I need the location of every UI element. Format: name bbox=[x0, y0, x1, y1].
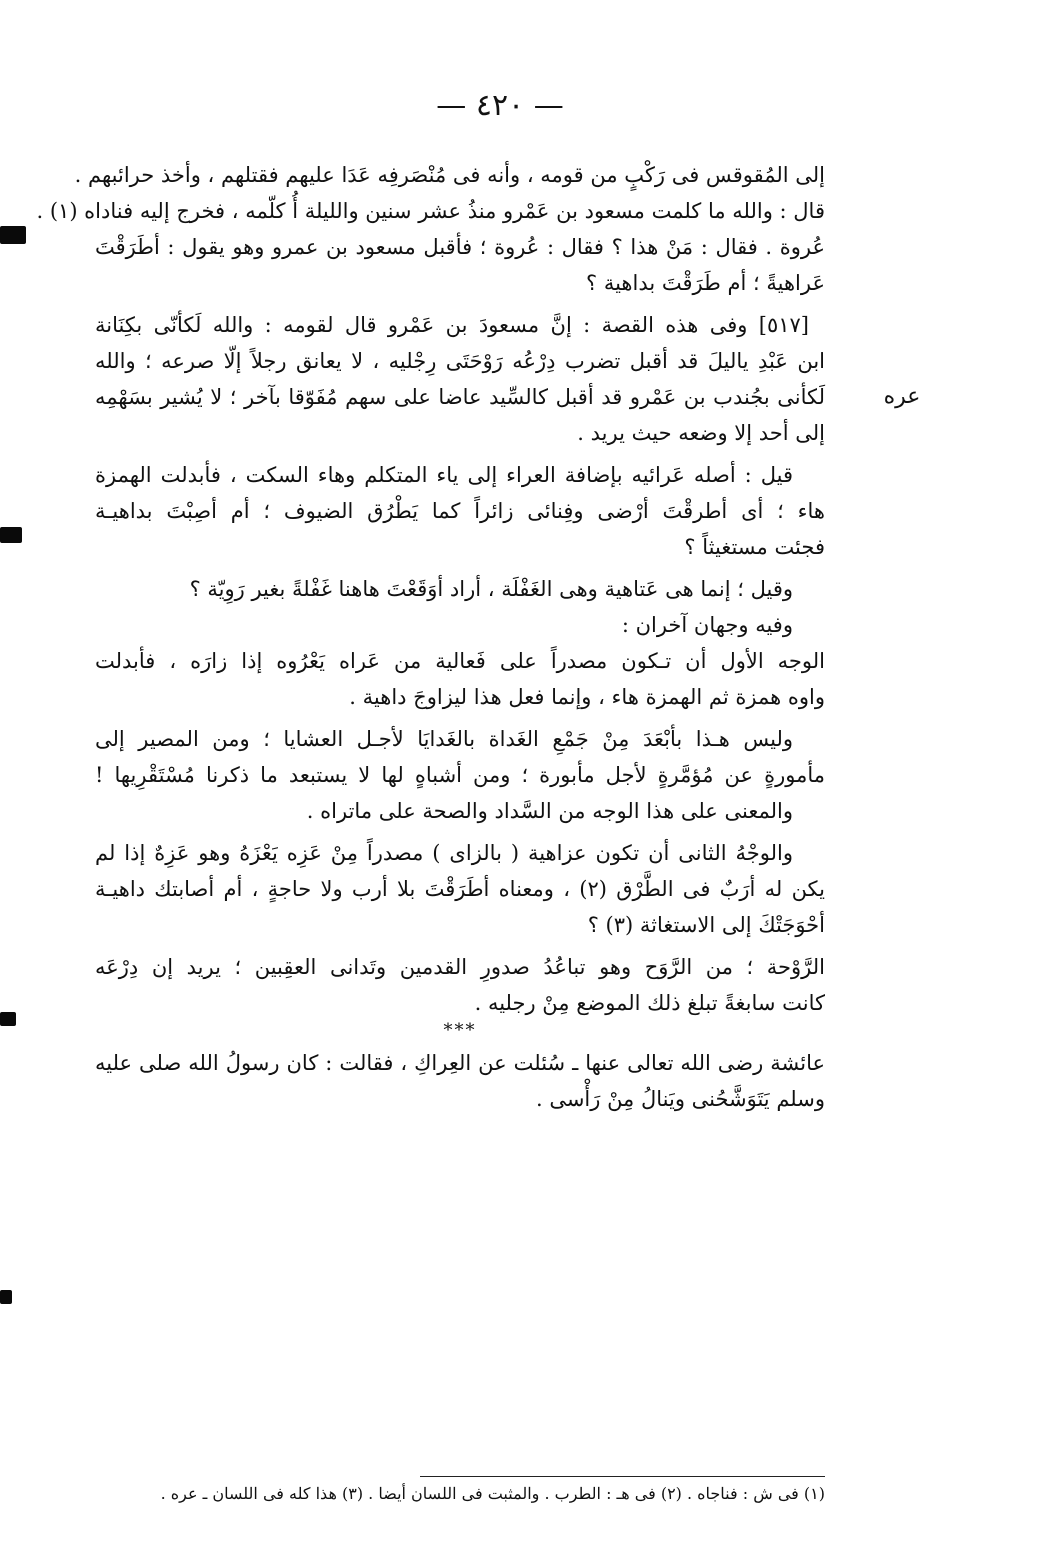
text-line: والوجْهُ الثانى أن تكون عزاهية ( بالزاى ) مصدراً مِنْ عَزِه يَعْزَهُ وهو عَزِهٌ إذا لم bbox=[95, 841, 793, 865]
text-line: هاء ؛ أى أطرقْتَ أرْضى وفِنائى زائراً كما يَطْرُق الضيوف ؛ أم أصِبْتَ بداهيـة bbox=[95, 499, 825, 523]
text-line: وليس هـذا بأبْعَدَ مِنْ جَمْعِ الغَداة بالغَدايَا لأجـل العشايا ؛ ومن المصير إلى bbox=[95, 727, 793, 751]
edge-mark bbox=[0, 527, 22, 543]
text-line: كانت سابغةً تبلغ ذلك الموضع مِنْ رجليه . bbox=[474, 991, 825, 1015]
text-line: عائشة رضى الله تعالى عنها ـ سُئلت عن العِراكِ ، فقالت : كان رسولُ الله صلى عليه bbox=[95, 1051, 825, 1075]
text-line: مأمورةٍ عن مُؤمَّرةٍ لأجل مأبورة ؛ ومن أشباهٍ لها لا يستبعد ما ذكرنا مُسْتَقْرِيها ! bbox=[95, 763, 825, 787]
text-line: عُروة . فقال : مَنْ هذا ؟ فقال : عُروة ؛ فأقبل مسعود بن عمرو وهو يقول : أطَرَقْتَ bbox=[95, 235, 825, 259]
text-line: وقيل ؛ إنما هى عَتاهية وهى الغَفْلَة ، أراد أوَقَعْتَ هاهنا غَفْلةً بغير رَوِيّة ؟ bbox=[189, 577, 793, 601]
edge-mark bbox=[0, 226, 26, 244]
text-line: إلى المُقوقس فى رَكْبٍ من قومه ، وأنه فى مُنْصَرفِه عَدَا عليهم فقتلهم ، وأخذ حرائبهم . bbox=[74, 163, 825, 187]
text-line: الوجه الأول أن تـكون مصدراً على فَعالية من عَراه يَعْرُوه إذا زارَه ، فأبدلت bbox=[95, 649, 825, 673]
body-text bbox=[36, 160, 825, 1114]
footnote-rule bbox=[420, 1476, 825, 1477]
margin-note: عره bbox=[883, 384, 921, 409]
text-line: واوه همزة ثم الهمزة هاء ، وإنما فعل هذا ليزاوجَ داهية . bbox=[349, 685, 825, 709]
text-line: ابن عَبْدِ ياليلَ قد أقبل تضرب دِرْعُه رَوْحَتَى رِجْليه ، لا يعانق رجلاً إلّا صرعه ؛ والله bbox=[95, 349, 825, 373]
text-line: قيل : أصله عَرائيه بإضافة العراء إلى ياء المتكلم وهاء السكت ، فأبدلت الهمزة bbox=[95, 463, 793, 487]
text-line: إلى أحد إلا وضعه حيث يريد . bbox=[577, 421, 825, 445]
text-line: أحْوَجَتْكَ إلى الاستغاثة (٣) ؟ bbox=[587, 913, 825, 937]
text-line: الرَّوْحة ؛ من الرَّوَح وهو تباعُدُ صدورِ القدمين وتَدانى العقِبين ؛ يريد إن دِرْعَه bbox=[95, 955, 825, 979]
section-separator: *** bbox=[443, 1020, 477, 1041]
text-line: والمعنى على هذا الوجه من السَّداد والصحة على ماتراه . bbox=[306, 799, 793, 823]
text-line: وفيه وجهان آخران : bbox=[621, 613, 793, 637]
text-line: يكن له أرَبٌ فى الطَّرْق (٢) ، ومعناه أطَرَقْتَ بلا أرب ولا حاجةٍ ، أم أصابتك داهيـة bbox=[95, 877, 825, 901]
text-line: [٥١٧] وفى هذه القصة : إنَّ مسعودَ بن عَمْرو قال لقومه : والله لَكأنّى بكِنَانة bbox=[95, 313, 809, 337]
edge-mark bbox=[0, 1290, 12, 1304]
text-line: لَكأنى بجُندب بن عَمْرو قد أقبل كالسِّيد عاضا على سهم مُفَوّقا بآخر ؛ لا يُشير بسَهْمِه bbox=[95, 385, 825, 409]
edge-mark bbox=[0, 1012, 16, 1026]
footnotes: (١) فى ش : فناجاه . (٢) فى هـ : الطرب . والمثبت فى اللسان أيضا . (٣) هذا كله فى اللسان ـ عره . bbox=[160, 1484, 825, 1503]
text-line: فجئت مستغيثاً ؟ bbox=[684, 535, 825, 559]
text-line: عَراهيةً ؛ أم طَرَقْتَ بداهية ؟ bbox=[586, 271, 825, 295]
page-number: — ٤٢٠ — bbox=[436, 88, 564, 123]
text-line: قال : والله ما كلمت مسعود بن عَمْرو منذُ عشر سنين والليلة أُ كلّمه ، فخرج إليه فناداه (١) . bbox=[36, 199, 825, 223]
text-line: وسلم يَتَوَشَّحُنى ويَنالُ مِنْ رَأْسى . bbox=[535, 1087, 825, 1111]
